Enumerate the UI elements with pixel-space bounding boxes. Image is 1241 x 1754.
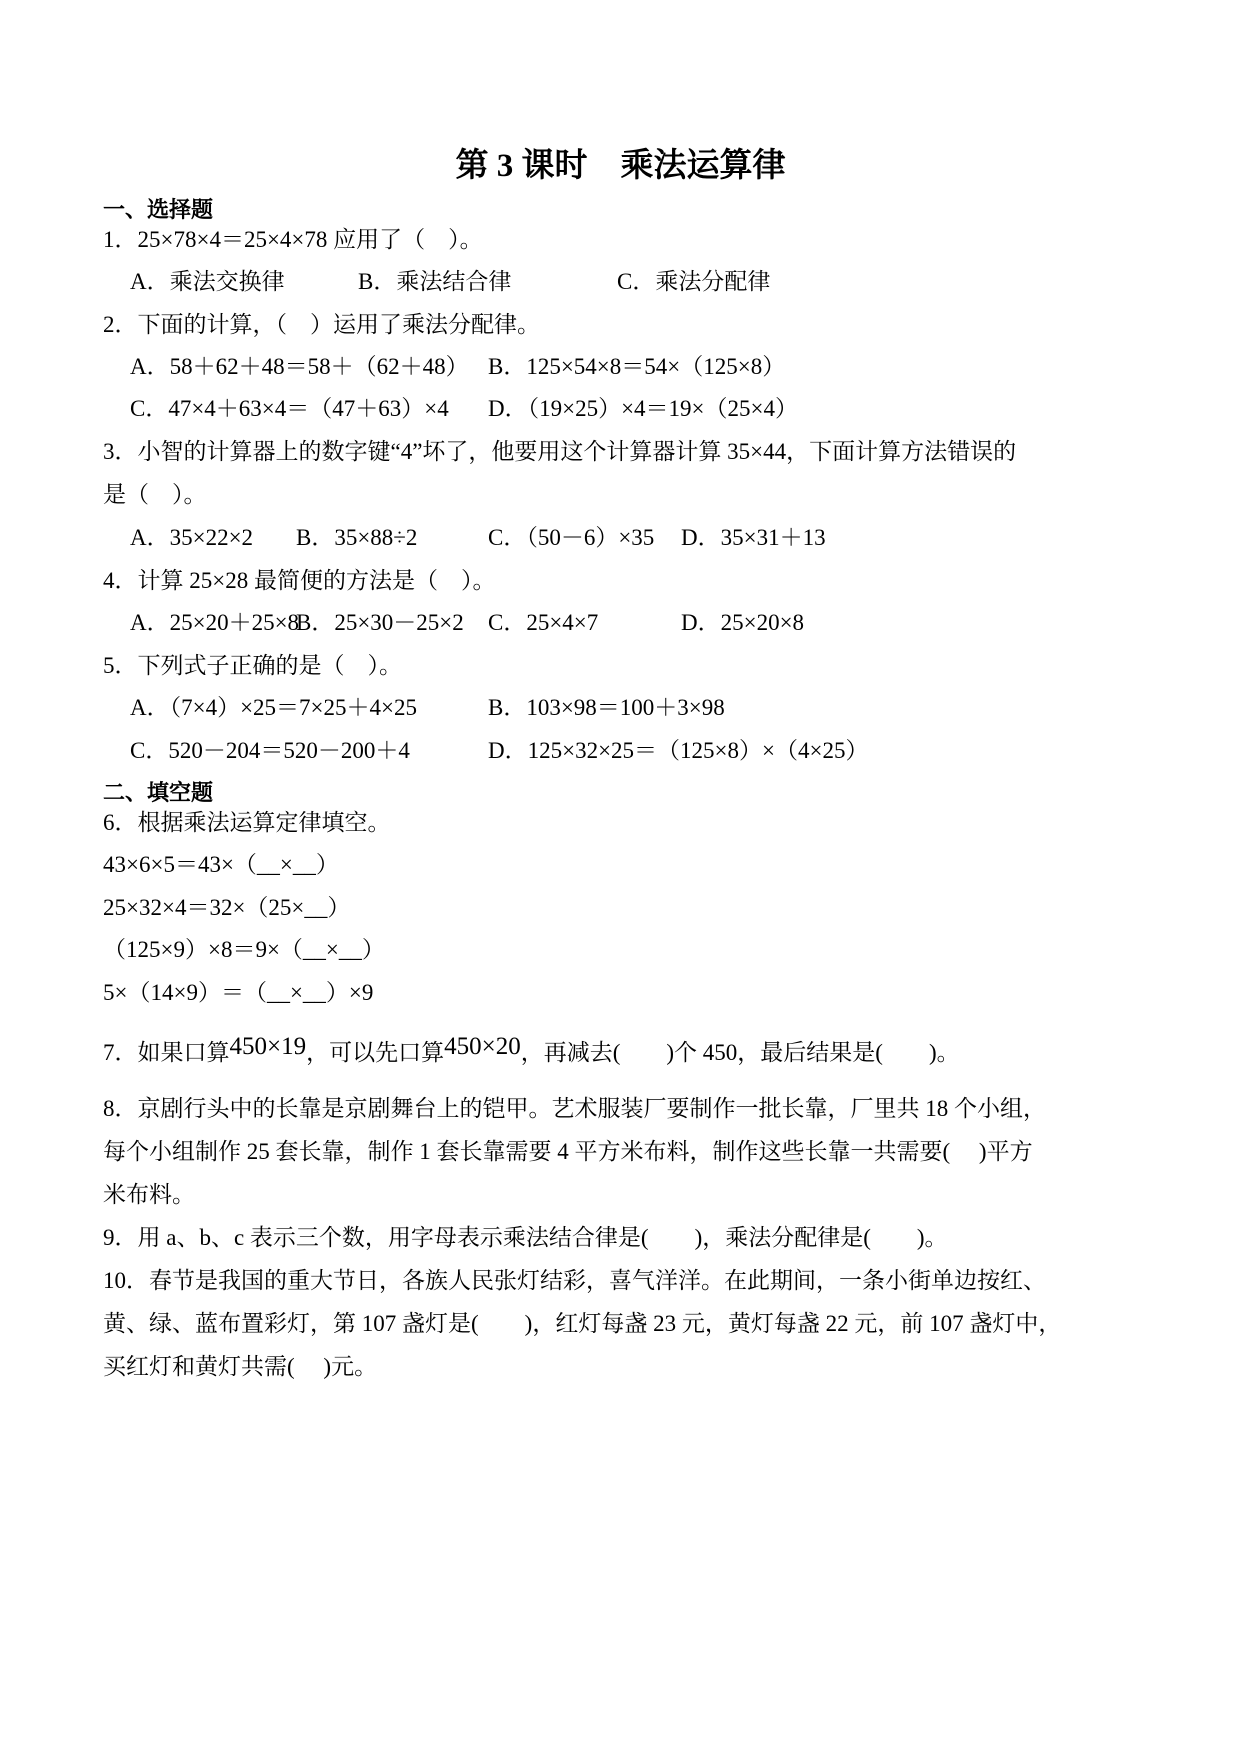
question-8-line-2: 每个小组制作 25 套长靠，制作 1 套长靠需要 4 平方米布料，制作这些长靠一共需要( )平方 bbox=[103, 1139, 1033, 1164]
question-3-stem-line-1: 3．小智的计算器上的数字键“4”坏了，他要用这个计算器计算 35×44，下面计算方法错误的 bbox=[103, 439, 1017, 464]
question-10-line-1: 10．春节是我国的重大节日，各族人民张灯结彩，喜气洋洋。在此期间，一条小街单边按红、 bbox=[103, 1268, 1046, 1293]
question-7-text-1: 7．如果口算 bbox=[103, 1040, 230, 1065]
question-8-line-1: 8．京剧行头中的长靠是京剧舞台上的铠甲。艺术服装厂要制作一批长靠，厂里共 18 个小组， bbox=[103, 1096, 1046, 1121]
question-9-line-1: 9．用 a、b、c 表示三个数，用字母表示乘法结合律是( )，乘法分配律是( )。 bbox=[103, 1225, 948, 1250]
question-10-line-2: 黄、绿、蓝布置彩灯，第 107 盏灯是( )，红灯每盏 23 元，黄灯每盏 22 元，前 107 盏灯中， bbox=[103, 1311, 1062, 1336]
question-4-stem: 4．计算 25×28 最简便的方法是（ ）。 bbox=[103, 568, 496, 593]
question-3-option-b: B．35×88÷2 bbox=[296, 525, 418, 550]
question-7-expression-1: 450×19 bbox=[229, 1033, 307, 1060]
question-5-option-a: A．（7×4）×25＝7×25＋4×25 bbox=[130, 695, 417, 720]
question-4-option-b: B．25×30－25×2 bbox=[296, 610, 464, 635]
question-6-line-4: 5×（14×9）＝（__×__）×9 bbox=[103, 980, 374, 1005]
question-3-stem-line-2: 是（ ）。 bbox=[103, 482, 207, 507]
section-heading-fill: 二、填空题 bbox=[103, 780, 214, 805]
question-6-line-3: （125×9）×8＝9×（__×__） bbox=[103, 937, 385, 962]
question-3-option-d: D．35×31＋13 bbox=[681, 525, 826, 550]
question-1-option-b: B．乘法结合律 bbox=[358, 269, 512, 294]
question-3-option-c: C．（50－6）×35 bbox=[488, 525, 655, 550]
question-4-option-d: D．25×20×8 bbox=[681, 610, 805, 635]
question-2-option-a: A．58＋62＋48＝58＋（62＋48） bbox=[130, 354, 469, 379]
question-5-option-d: D．125×32×25＝（125×8）×（4×25） bbox=[488, 738, 869, 763]
question-5-stem: 5．下列式子正确的是（ ）。 bbox=[103, 653, 402, 678]
question-6-stem: 6．根据乘法运算定律填空。 bbox=[103, 810, 391, 835]
question-5-option-c: C．520－204＝520－200＋4 bbox=[130, 738, 410, 763]
question-6-line-2: 25×32×4＝32×（25×__） bbox=[103, 895, 351, 920]
question-2-option-b: B．125×54×8＝54×（125×8） bbox=[488, 354, 786, 379]
question-5-option-b: B．103×98＝100＋3×98 bbox=[488, 695, 725, 720]
question-6-line-1: 43×6×5＝43×（__×__） bbox=[103, 852, 339, 877]
page-title: 第 3 课时 乘法运算律 bbox=[455, 148, 786, 184]
question-2-stem: 2．下面的计算，（ ）运用了乘法分配律。 bbox=[103, 312, 540, 337]
question-7-text-3: ，再减去( )个 450，最后结果是( )。 bbox=[520, 1040, 960, 1065]
question-1-stem: 1．25×78×4＝25×4×78 应用了（ ）。 bbox=[103, 227, 483, 252]
section-heading-choice: 一、选择题 bbox=[103, 197, 214, 222]
question-7-expression-2: 450×20 bbox=[444, 1033, 521, 1060]
question-7-text-2: ，可以先口算 bbox=[306, 1040, 445, 1065]
question-8-line-3: 米布料。 bbox=[103, 1182, 195, 1207]
question-7 bbox=[103, 1033, 960, 1065]
question-2-option-c: C．47×4＋63×4＝（47＋63）×4 bbox=[130, 396, 449, 421]
question-1-option-a: A．乘法交换律 bbox=[130, 269, 285, 294]
question-3-option-a: A．35×22×2 bbox=[130, 525, 254, 550]
question-1-option-c: C．乘法分配律 bbox=[617, 269, 771, 294]
question-2-option-d: D．（19×25）×4＝19×（25×4） bbox=[488, 396, 798, 421]
question-10-line-3: 买红灯和黄灯共需( )元。 bbox=[103, 1354, 378, 1379]
question-4-option-c: C．25×4×7 bbox=[488, 610, 599, 635]
question-4-option-a: A．25×20＋25×8 bbox=[130, 610, 300, 635]
